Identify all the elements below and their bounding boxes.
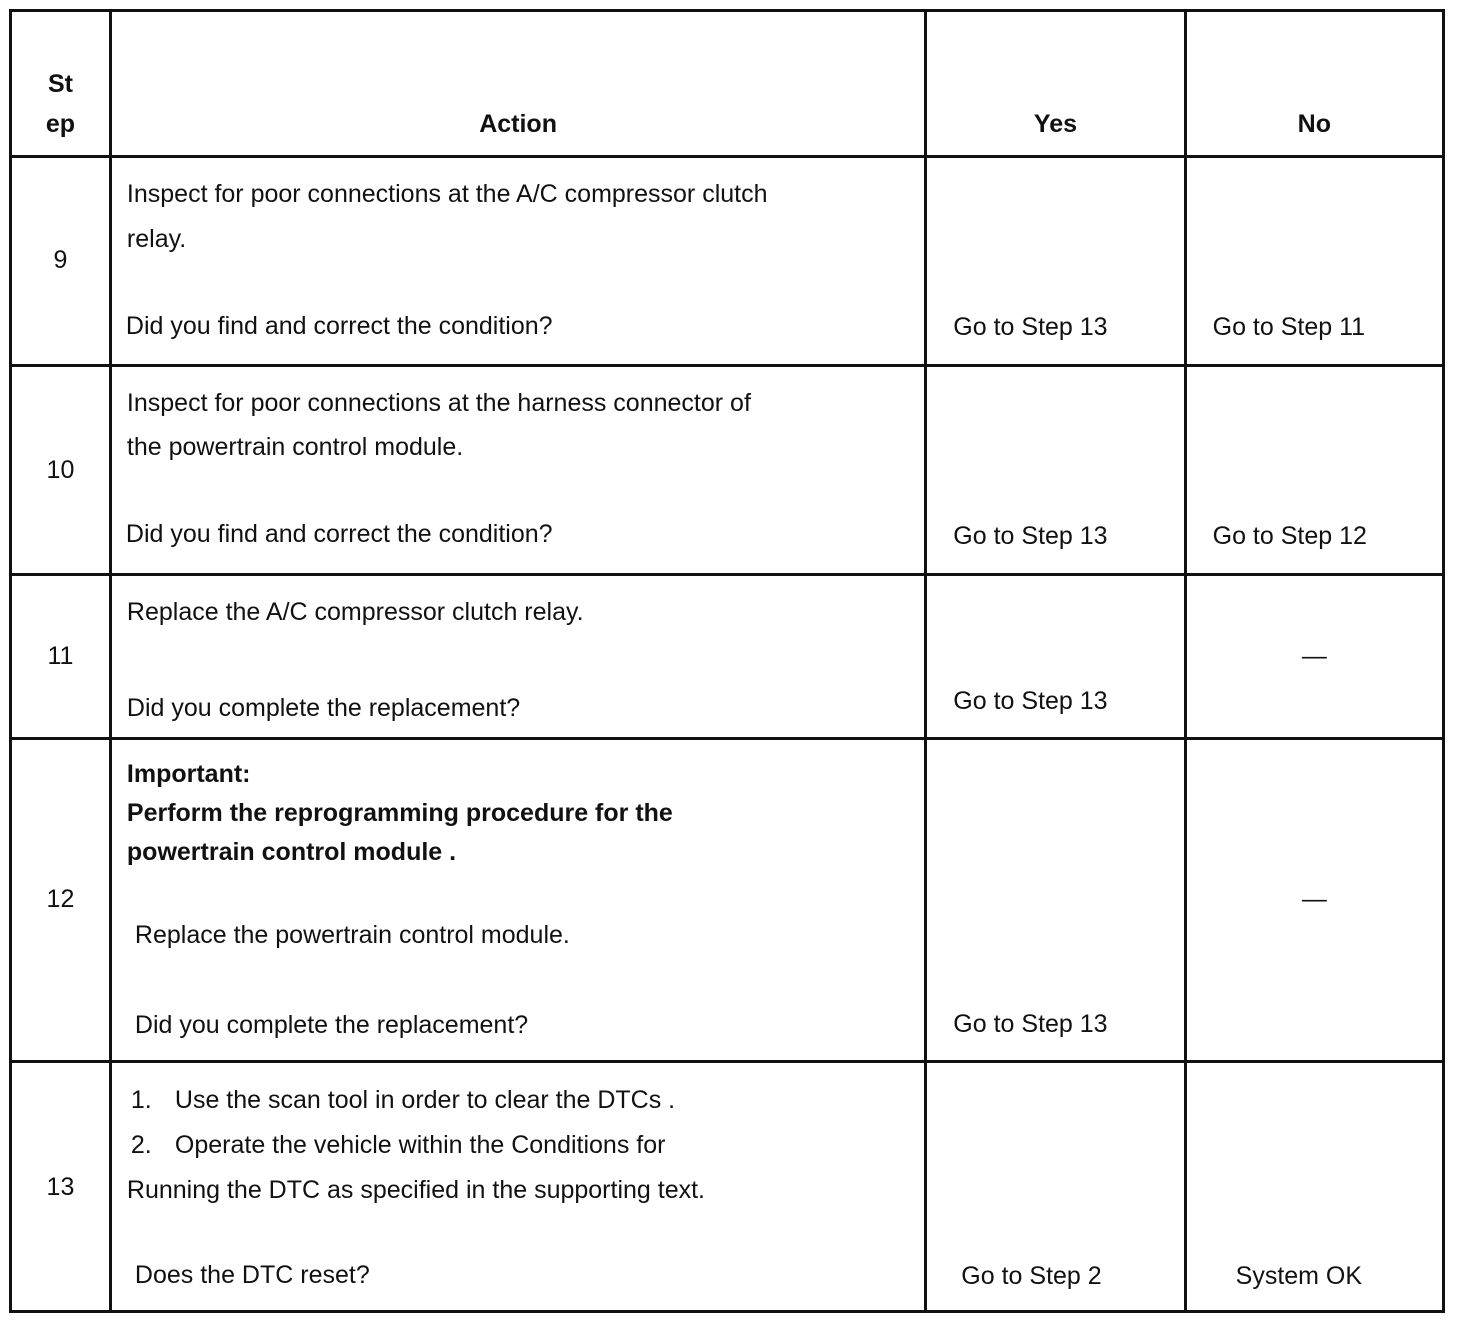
table-row [11,157,1444,366]
table-row [11,739,1444,1062]
diagnostic-table [9,9,1445,1313]
no-cell: — [1185,739,1443,1062]
action-cell: 1. Use the scan tool in order to clear the DTCs . 2. Operate the vehicle within the Conditions for Running the DTC as specified in the supporting text. Does the DTC reset? [110,1062,925,1312]
yes-cell: Go to Step 13 [926,739,1185,1062]
table-row [11,575,1444,739]
header-row [11,11,1444,157]
action-cell: Inspect for poor connections at the harness connector of the powertrain control module. Did you find and correct the condition? [110,366,925,575]
no-cell: Go to Step 11 [1185,157,1443,366]
table-row [11,366,1444,575]
yes-cell: Go to Step 2 [926,1062,1185,1312]
no-cell: Go to Step 12 [1185,366,1443,575]
header-action: Action [110,11,925,157]
step-cell: 13 [11,1062,111,1312]
table-row [11,1062,1444,1312]
action-cell: Important: Perform the reprogramming procedure for the powertrain control module . Replace the powertrain control module. Did you complete the replacement? [110,739,925,1062]
header-no: No [1185,11,1443,157]
action-cell: Replace the A/C compressor clutch relay. Did you complete the replacement? [110,575,925,739]
step-cell: 12 [11,739,111,1062]
no-cell: System OK [1185,1062,1443,1312]
step-cell: 9 [11,157,111,366]
header-step: St ep [11,11,111,157]
no-cell: — [1185,575,1443,739]
yes-cell: Go to Step 13 [926,575,1185,739]
step-cell: 11 [11,575,111,739]
action-cell: Inspect for poor connections at the A/C compressor clutch relay. Did you find and correct the condition? [110,157,925,366]
step-cell: 10 [11,366,111,575]
yes-cell: Go to Step 13 [926,157,1185,366]
header-yes: Yes [926,11,1185,157]
yes-cell: Go to Step 13 [926,366,1185,575]
